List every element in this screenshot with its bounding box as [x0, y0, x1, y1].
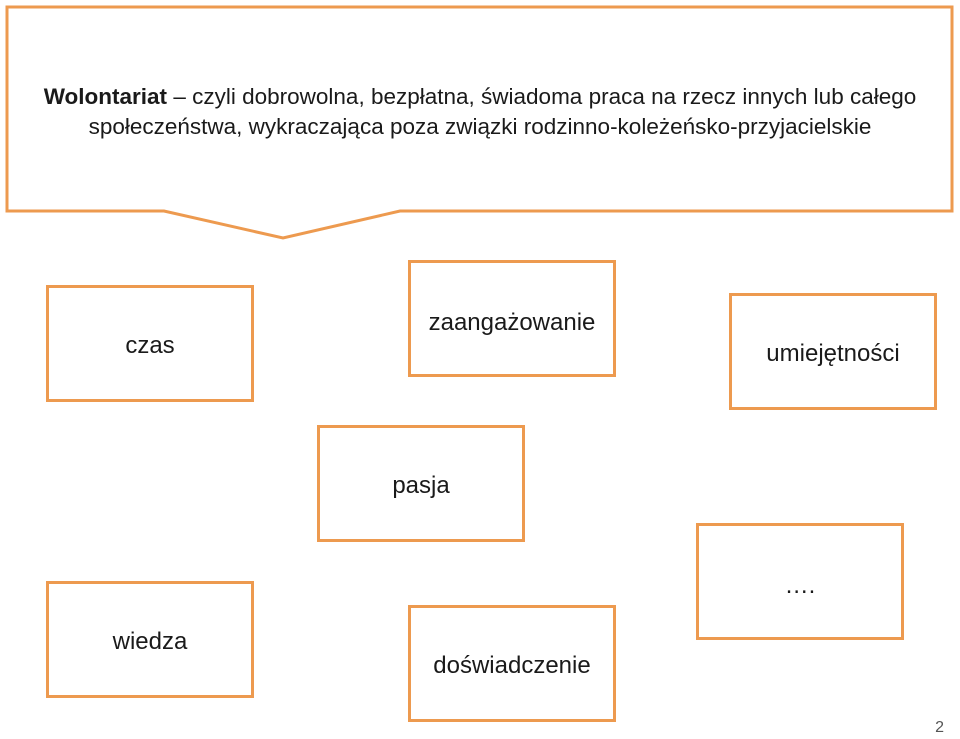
box-zaangazowanie: [408, 260, 616, 377]
definition-line-1: [8, 82, 952, 112]
definition-dash: –: [173, 84, 186, 109]
box-umiejetnosci: [729, 293, 937, 410]
box-more-label: ….: [784, 572, 816, 599]
box-doswiadczenie: [408, 605, 616, 722]
definition-text: [8, 82, 952, 142]
box-doswiadczenie-label: doświadczenie: [433, 652, 591, 679]
box-umiejetnosci-label: umiejętności: [766, 340, 900, 367]
box-more: [696, 523, 904, 640]
box-wiedza: [46, 581, 254, 698]
definition-line-1-text: czyli dobrowolna, bezpłatna, świadoma praca na rzecz innych lub całego: [192, 84, 917, 109]
box-czas-label: czas: [125, 332, 175, 359]
page-number: 2: [935, 719, 944, 736]
box-pasja: [317, 425, 525, 542]
defined-term: Wolontariat: [43, 84, 168, 109]
box-zaangazowanie-label: zaangażowanie: [428, 309, 596, 336]
definition-line-2: społeczeństwa, wykraczająca poza związki rodzinno-koleżeńsko-przyjacielskie: [88, 114, 872, 139]
box-wiedza-label: wiedza: [112, 628, 188, 655]
box-pasja-label: pasja: [392, 472, 450, 499]
box-czas: [46, 285, 254, 402]
